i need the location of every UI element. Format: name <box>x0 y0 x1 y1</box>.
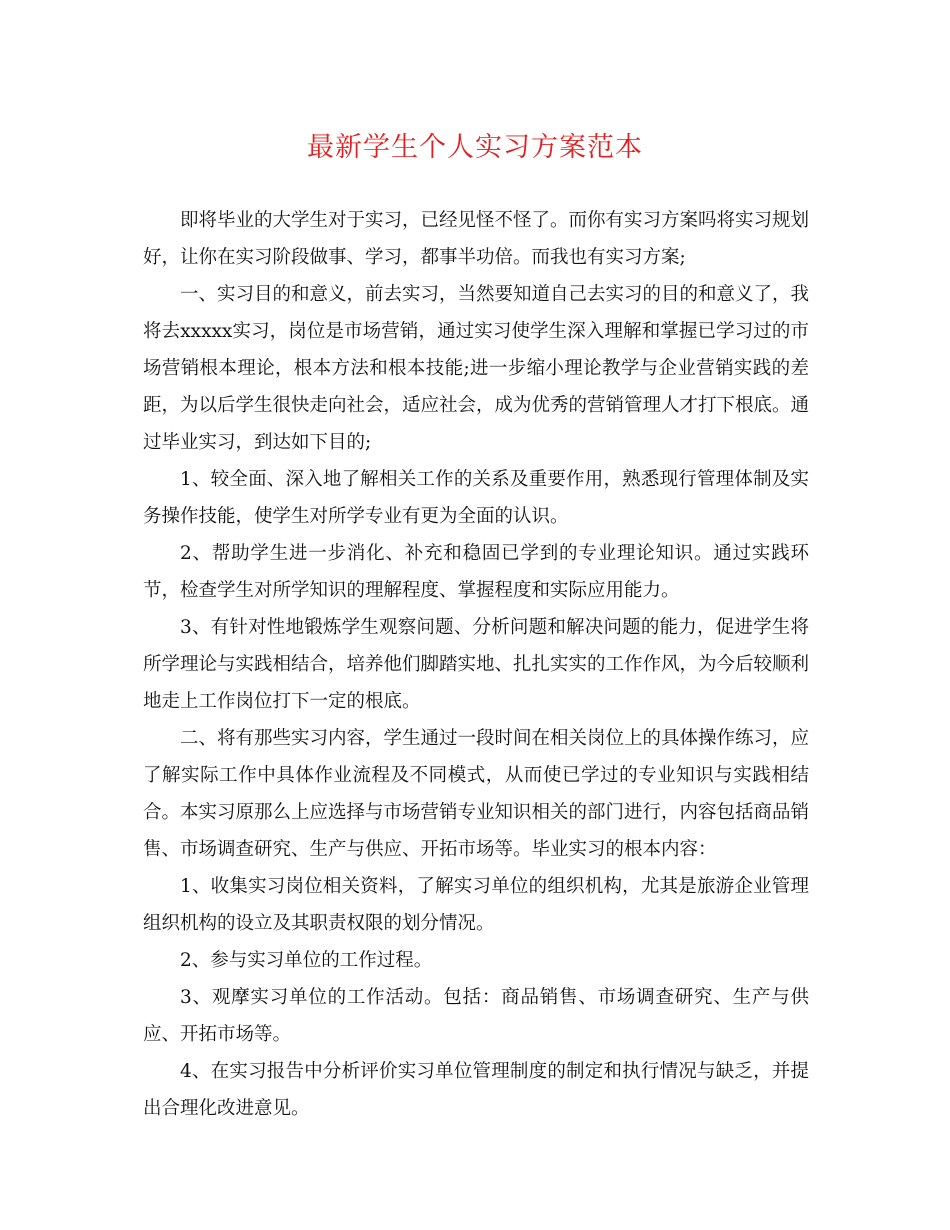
paragraph-goal-1: 1、较全面、深入地了解相关工作的关系及重要作用，熟悉现行管理体制及实务操作技能，使学生对所学专业有更为全面的认识。 <box>143 469 809 527</box>
paragraph-content-1: 1、收集实习岗位相关资料，了解实习单位的组织机构，尤其是旅游企业管理组织机构的设立及其职责权限的划分情况。 <box>143 876 809 934</box>
paragraph-goal-3: 3、有针对性地锻炼学生观察问题、分析问题和解决问题的能力，促进学生将所学理论与实践相结合，培养他们脚踏实地、扎扎实实的工作作风，为今后较顺利地走上工作岗位打下一定的根底。 <box>143 617 810 712</box>
document-body <box>143 202 809 1127</box>
paragraph-section-2: 二、将有那些实习内容，学生通过一段时间在相关岗位上的具体操作练习，应了解实际工作中具体作业流程及不同模式，从而使已学过的专业知识与实践相结合。本实习原那么上应选择与市场营销专业知识相关的部门进行，内容包括商品销售、市场调查研究、生产与供应、开拓市场等。毕业实习的根本内容： <box>143 728 810 860</box>
paragraph-intro: 即将毕业的大学生对于实习，已经见怪不怪了。而你有实习方案吗将实习规划好，让你在实习阶段做事、学习，都事半功倍。而我也有实习方案; <box>143 210 810 268</box>
paragraph-content-3: 3、观摩实习单位的工作活动。包括：商品销售、市场调查研究、生产与供应、开拓市场等。 <box>143 987 809 1045</box>
paragraph-content-4: 4、在实习报告中分析评价实习单位管理制度的制定和执行情况与缺乏，并提出合理化改进意见。 <box>143 1061 809 1119</box>
document-title: 最新学生个人实习方案范本 <box>307 132 643 163</box>
paragraph-goal-2: 2、帮助学生进一步消化、补充和稳固已学到的专业理论知识。通过实践环节，检查学生对所学知识的理解程度、掌握程度和实际应用能力。 <box>143 543 809 601</box>
paragraph-section-1: 一、实习目的和意义，前去实习，当然要知道自己去实习的目的和意义了，我将去xxxxx实习，岗位是市场营销，通过实习使学生深入理解和掌握已学习过的市场营销根本理论，根本方法和根本技能;进一步缩小理论教学与企业营销实践的差距，为以后学生很快走向社会，适应社会，成为优秀的营销管理人才打下根底。通过毕业实习，到达如下目的; <box>143 284 810 453</box>
paragraph-content-2: 2、参与实习单位的工作过程。 <box>180 950 433 971</box>
